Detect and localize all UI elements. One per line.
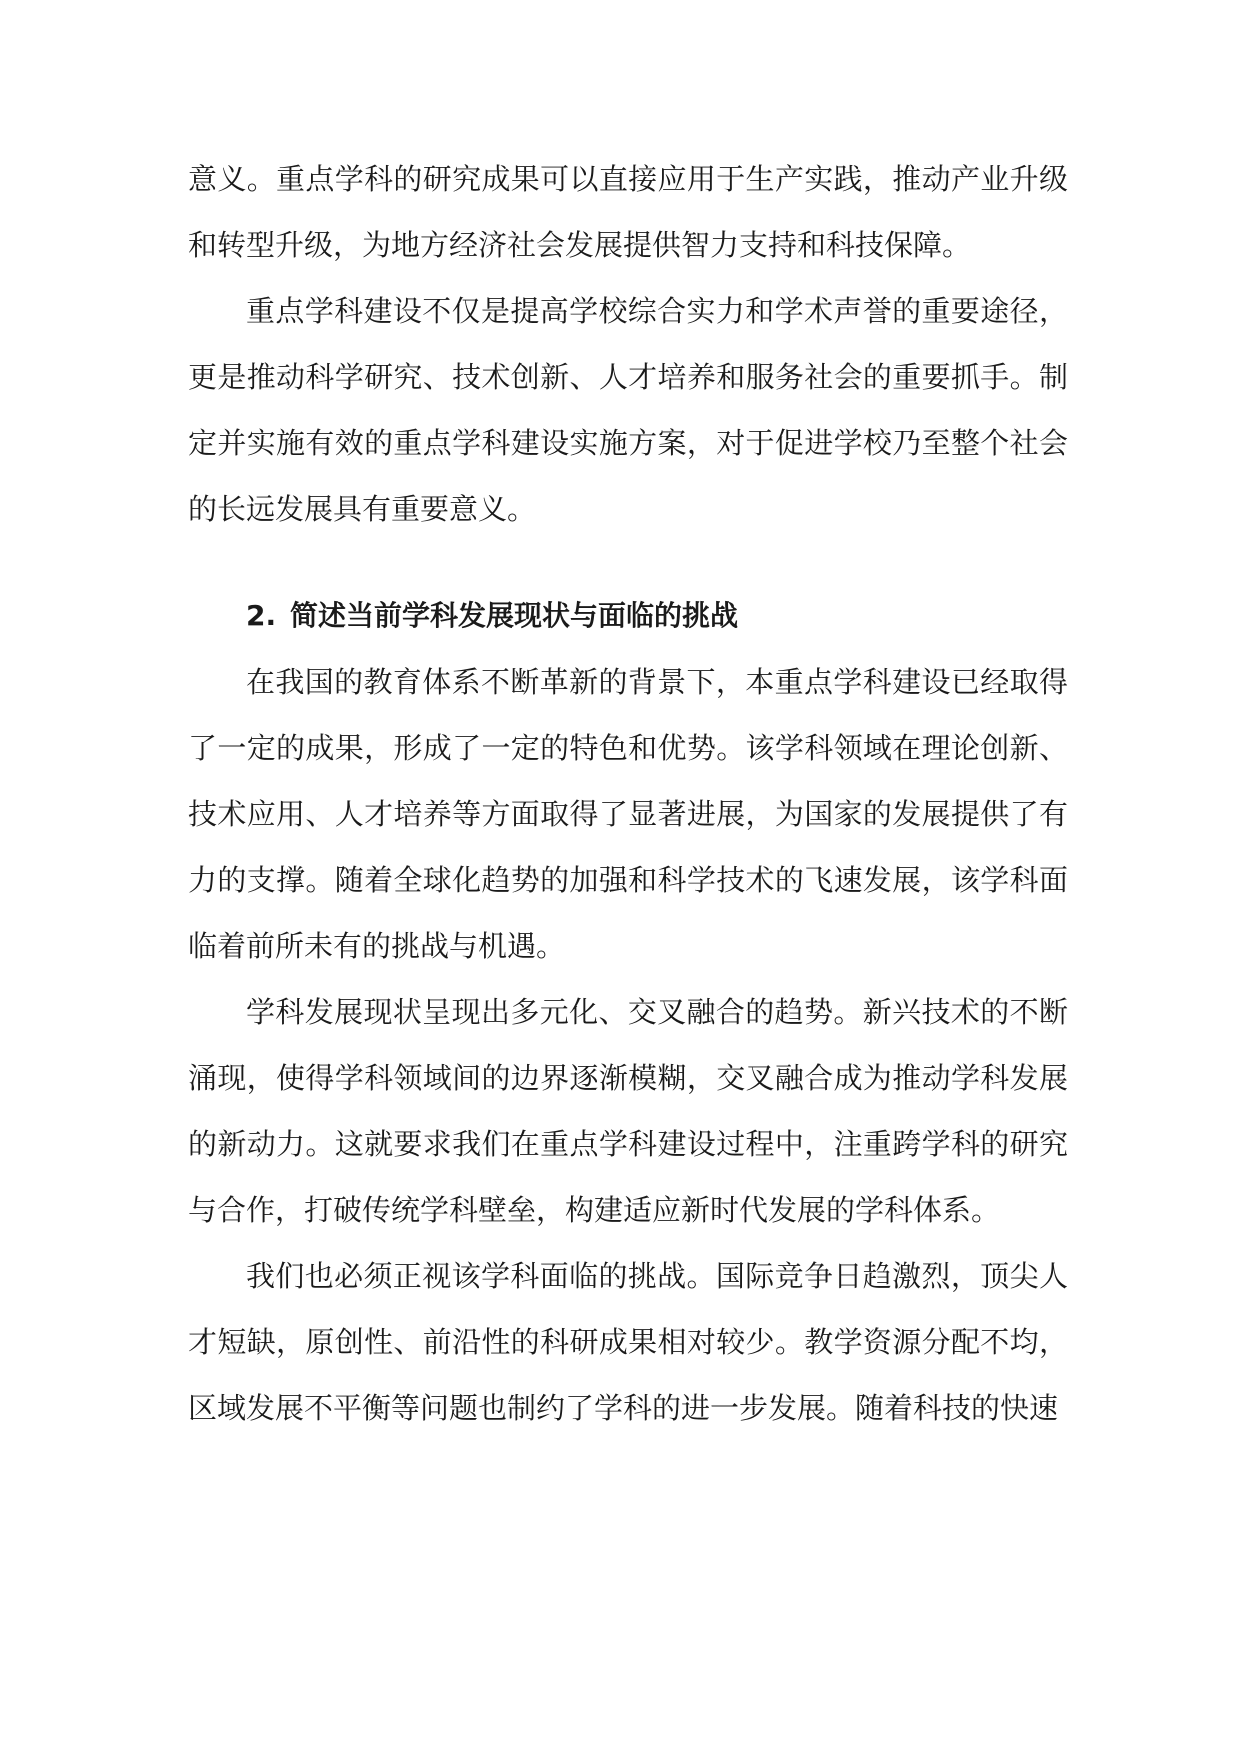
paragraph-current-status: 在我国的教育体系不断革新的背景下，本重点学科建设已经取得了一定的成果，形成了一定的特色和优势。该学科领域在理论创新、技术应用、人才培养等方面取得了显著进展，为国家的发展提供了有力的支撑。随着全球化趋势的加强和科学技术的飞速发展，该学科面临着前所未有的挑战与机遇。 — [188, 665, 1068, 963]
section-title: 简述当前学科发展现状与面临的挑战 — [290, 599, 739, 632]
section-heading — [188, 583, 1068, 649]
paragraph-challenges: 我们也必须正视该学科面临的挑战。国际竞争日趋激烈，顶尖人才短缺，原创性、前沿性的科研成果相对较少。教学资源分配不均，区域发展不平衡等问题也制约了学科的进一步发展。随着科技的快速 — [188, 1259, 1068, 1425]
paragraph-key-discipline-importance: 重点学科建设不仅是提高学校综合实力和学术声誉的重要途径，更是推动科学研究、技术创新、人才培养和服务社会的重要抓手。制定并实施有效的重点学科建设实施方案，对于促进学校乃至整个社会的长远发展具有重要意义。 — [188, 294, 1068, 526]
paragraph-continuation: 意义。重点学科的研究成果可以直接应用于生产实践，推动产业升级和转型升级，为地方经济社会发展提供智力支持和科技保障。 — [188, 162, 1068, 262]
paragraph-development-trend: 学科发展现状呈现出多元化、交叉融合的趋势。新兴技术的不断涌现，使得学科领域间的边界逐渐模糊，交叉融合成为推动学科发展的新动力。这就要求我们在重点学科建设过程中，注重跨学科的研究与合作，打破传统学科壁垒，构建适应新时代发展的学科体系。 — [188, 995, 1068, 1227]
document-body — [188, 146, 1068, 1441]
section-number: 2. — [246, 599, 277, 632]
